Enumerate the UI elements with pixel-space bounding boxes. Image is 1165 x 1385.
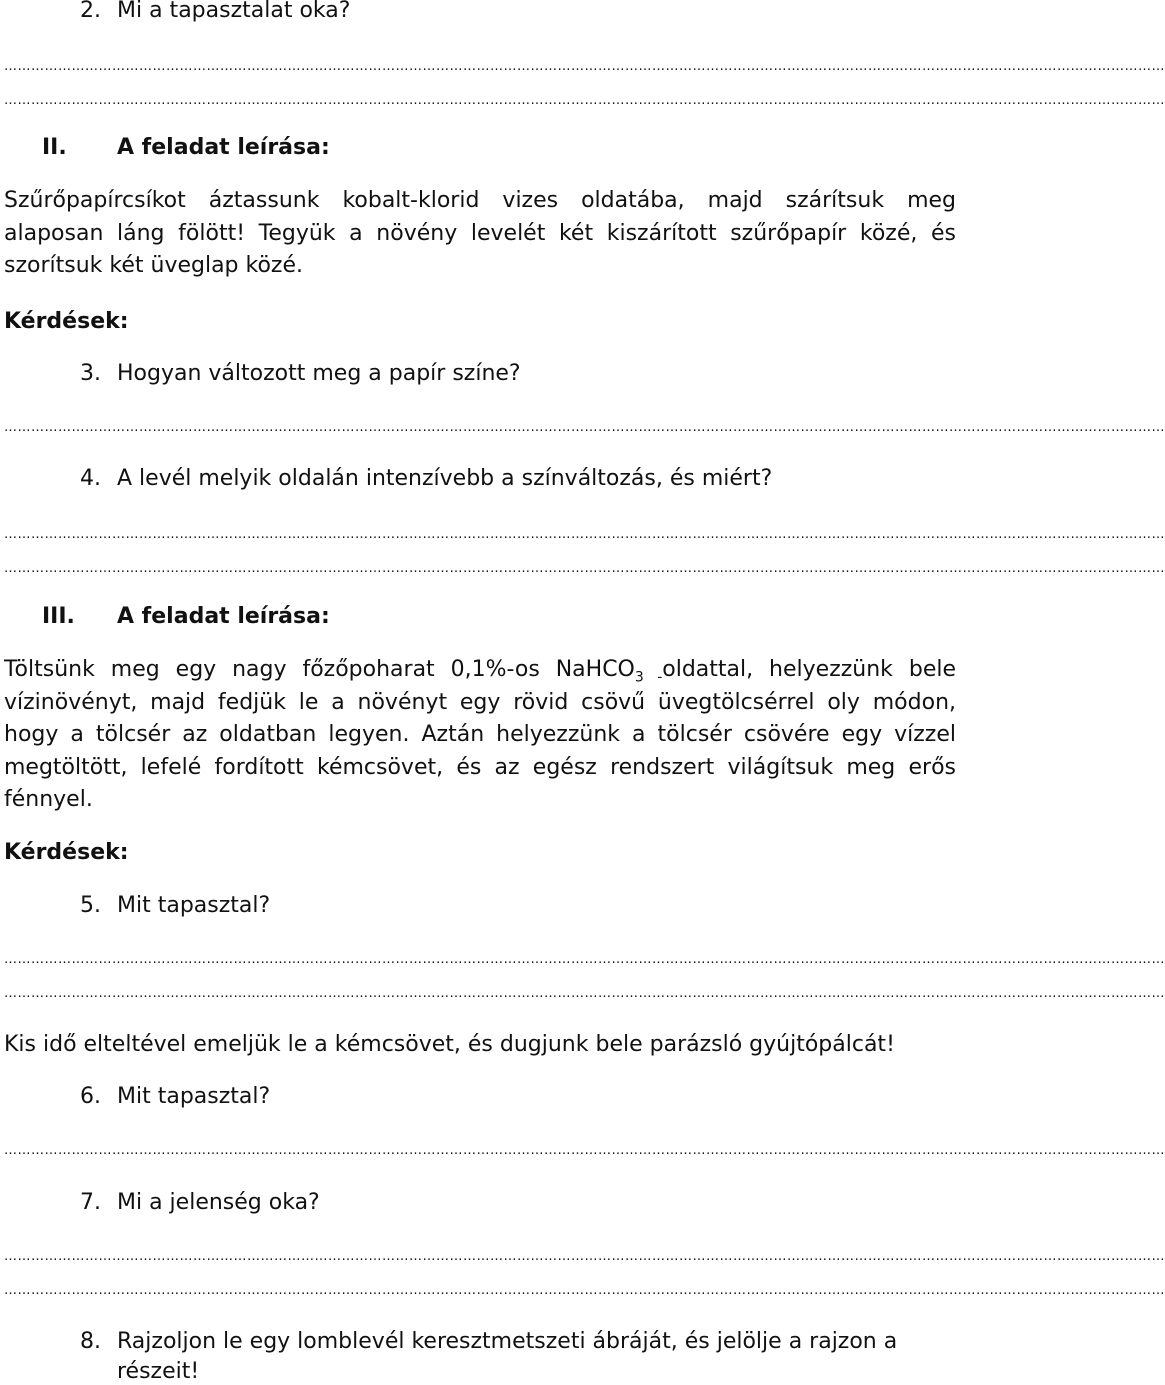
answer-line: …………………………………………………………………………………………………………………………………………………………………………………………………………………………………… [4,561,1165,576]
question-number: 3. [80,361,101,386]
question-text: Mit tapasztal? [117,893,271,918]
question-text: Mit tapasztal? [117,1084,271,1109]
question-number: 5. [80,893,101,918]
paragraph-fragment: Töltsünk meg egy nagy főzőpoharat 0,1%-os NaHCO [4,657,635,682]
paragraph-line: alaposan láng fölött! Tegyük a növény levelét két kiszárított szűrőpapír közé, és [4,220,956,246]
paragraph-line [4,654,956,687]
paragraph-line: hogy a tölcsér az oldatban legyen. Aztán helyezzünk a tölcsér csövére egy vízzel [4,722,956,747]
question-text: Mi a tapasztalat oka? [117,0,351,23]
answer-line: …………………………………………………………………………………………………………………………………………………………………………………………………………………………………… [4,1143,1165,1158]
question-number: 7. [80,1190,101,1215]
question-text: Rajzoljon le egy lomblevél keresztmetszeti ábráját, és jelölje a rajzon a [117,1329,898,1354]
question-text: Mi a jelenség oka? [117,1190,320,1215]
paragraph-line: fénnyel. [4,787,93,812]
question-text: A levél melyik oldalán intenzívebb a színváltozás, és miért? [117,466,773,491]
answer-line: …………………………………………………………………………………………………………………………………………………………………………………………………………………………………… [4,1283,1165,1298]
paragraph-line: megtöltött, lefelé fordított kémcsövet, és az egész rendszert világítsuk meg erős [4,754,956,780]
instruction-text: Kis idő elteltével emeljük le a kémcsövet, és dugjunk bele parázsló gyújtópálcát! [4,1032,895,1057]
question-text: Hogyan változott meg a papír színe? [117,361,521,386]
subscript: 3 - [634,669,663,686]
answer-line: …………………………………………………………………………………………………………………………………………………………………………………………………………………………………… [4,93,1165,108]
answer-line: …………………………………………………………………………………………………………………………………………………………………………………………………………………………………… [4,420,1165,435]
section-numeral: II. [42,135,67,160]
question-text-continued: részeit! [117,1359,200,1384]
paragraph-line: vízinövényt, majd fedjük le a növényt egy rövid csövű üvegtölcsérrel oly módon, [4,689,956,715]
section-title: A feladat leírása: [117,604,330,629]
paragraph-fragment: oldattal, helyezzünk bele [662,657,957,682]
answer-line: …………………………………………………………………………………………………………………………………………………………………………………………………………………………………… [4,59,1165,74]
questions-label: Kérdések: [4,309,129,334]
paragraph-line: szorítsuk két üveglap közé. [4,253,304,278]
section-title: A feladat leírása: [117,135,330,160]
answer-line: …………………………………………………………………………………………………………………………………………………………………………………………………………………………………… [4,986,1165,1001]
section-numeral: III. [42,604,75,629]
question-number: 8. [80,1329,101,1354]
questions-label: Kérdések: [4,840,129,865]
section-ii-description [4,185,956,283]
answer-line: …………………………………………………………………………………………………………………………………………………………………………………………………………………………………… [4,527,1165,542]
section-iii-description [4,654,956,817]
question-number: 2. [80,0,101,23]
question-number: 4. [80,466,101,491]
answer-line: …………………………………………………………………………………………………………………………………………………………………………………………………………………………………… [4,1249,1165,1264]
answer-line: …………………………………………………………………………………………………………………………………………………………………………………………………………………………………… [4,952,1165,967]
paragraph-line: Szűrőpapírcsíkot áztassunk kobalt-klorid vizes oldatába, majd szárítsuk meg [4,188,956,213]
question-number: 6. [80,1084,101,1109]
